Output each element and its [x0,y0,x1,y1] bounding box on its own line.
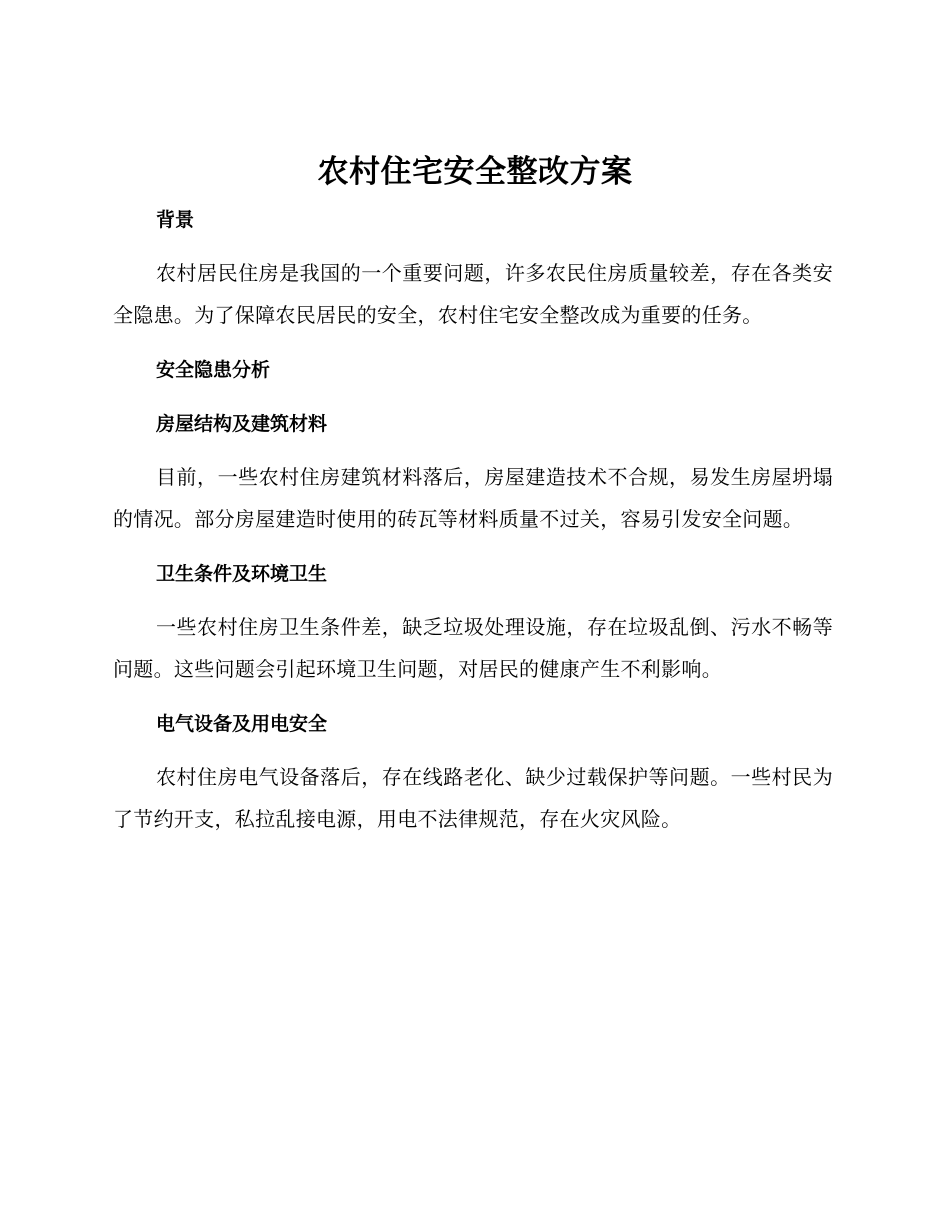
paragraph-hygiene: 一些农村住房卫生条件差，缺乏垃圾处理设施，存在垃圾乱倒、污水不畅等问题。这些问题会引起环境卫生问题，对居民的健康产生不利影响。 [113,615,833,681]
spacer [113,690,833,704]
section-heading-electric: 电气设备及用电安全 [156,713,328,735]
section-heading-hazard-analysis: 安全隐患分析 [156,359,271,381]
paragraph-structure: 目前，一些农村住房建筑材料落后，房屋建造技术不合规，易发生房屋坍塌的情况。部分房屋建造时使用的砖瓦等材料质量不过关，容易引发安全问题。 [113,465,833,531]
section-heading-background: 背景 [156,209,195,231]
section-heading-hygiene: 卫生条件及环境卫生 [156,563,328,585]
spacer [113,444,833,456]
spacer [113,240,833,252]
spacer [113,744,833,756]
spacer [113,336,833,350]
document-body [113,200,833,840]
spacer [113,540,833,554]
paragraph-background: 农村居民住房是我国的一个重要问题，许多农民住房质量较差，存在各类安全隐患。为了保障农民居民的安全，农村住宅安全整改成为重要的任务。 [113,261,833,327]
section-heading-structure: 房屋结构及建筑材料 [156,413,328,435]
spacer [113,390,833,404]
paragraph-electric: 农村住房电气设备落后，存在线路老化、缺少过载保护等问题。一些村民为了节约开支，私拉乱接电源，用电不法律规范，存在火灾风险。 [113,765,833,831]
spacer [113,594,833,606]
document-title: 农村住宅安全整改方案 [317,154,633,190]
